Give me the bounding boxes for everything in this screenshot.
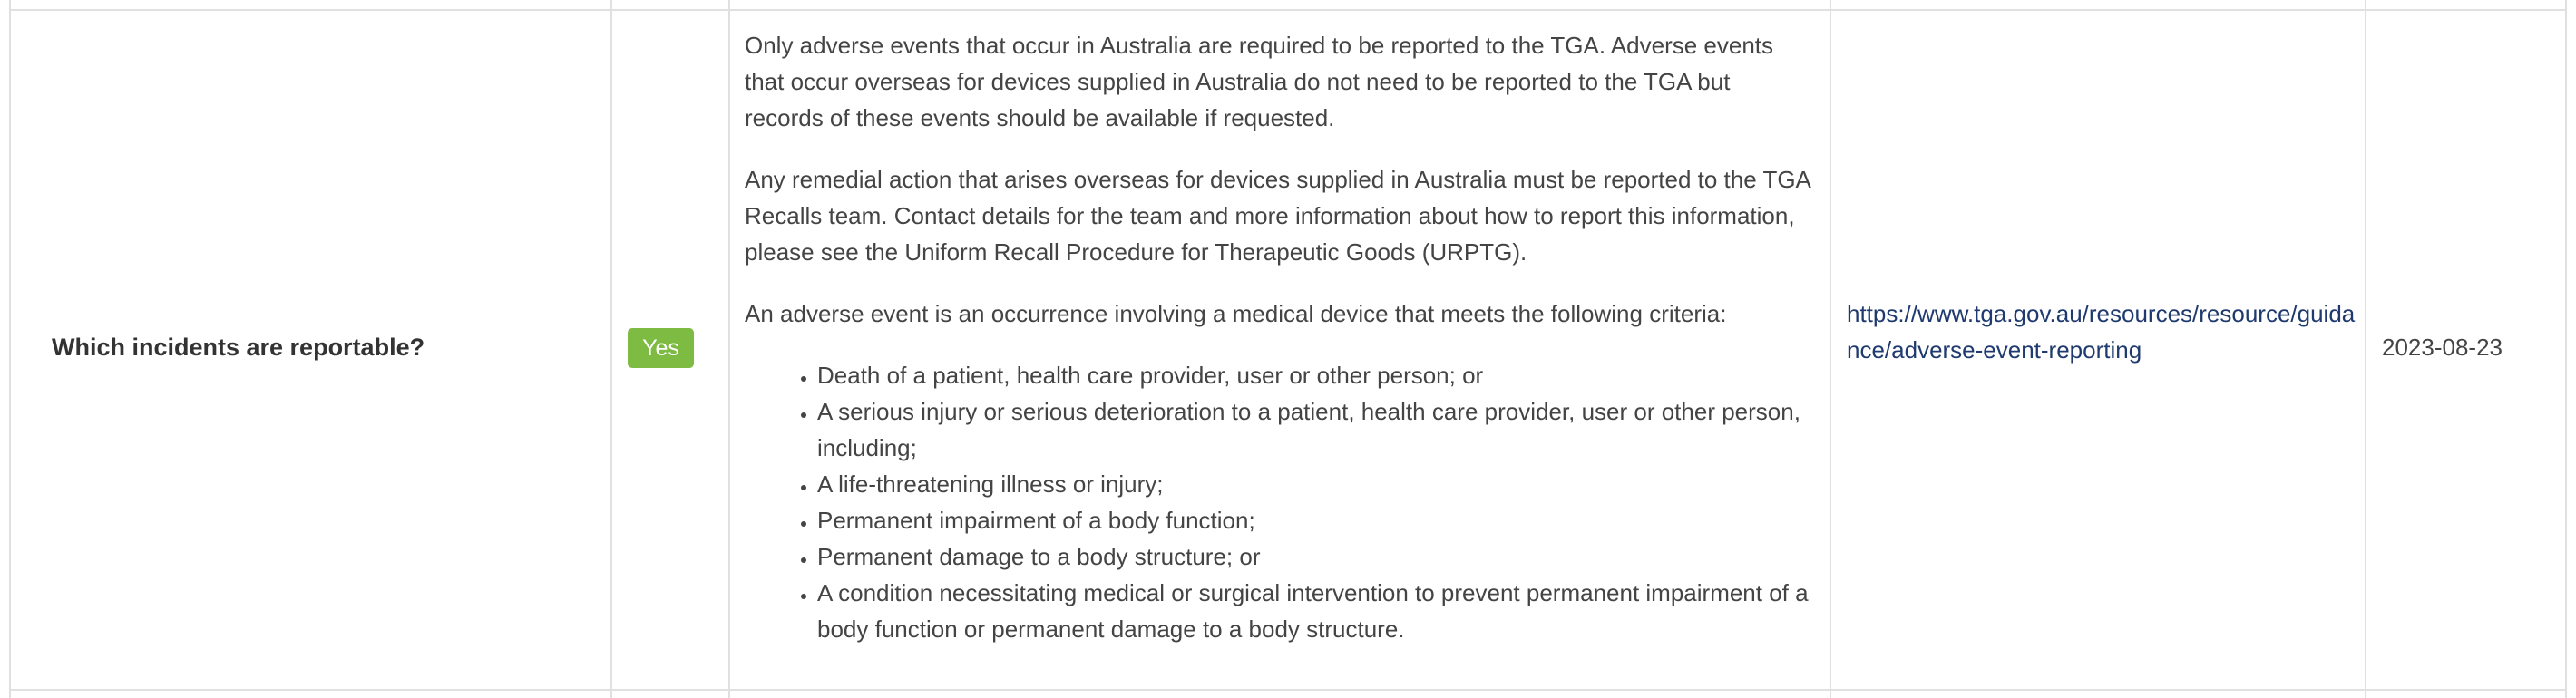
source-link[interactable]: https://www.tga.gov.au/resources/resource/guidance/adverse-event-reporting [1847, 300, 2356, 364]
column-divider [2365, 0, 2366, 698]
column-divider [1830, 0, 1831, 698]
list-item: • Permanent damage to a body structure; or [817, 538, 1815, 575]
column-divider [610, 0, 612, 698]
column-divider [728, 0, 730, 698]
date-value: 2023-08-23 [2382, 334, 2503, 361]
list-item: • Permanent impairment of a body function; [817, 502, 1815, 538]
row-divider [9, 9, 2567, 11]
details-paragraph: Only adverse events that occur in Australia are required to be reported to the TGA. Adverse events that occur overseas for devices supplied in Australia do not need to be reported to the TGA but records of these events should be available if requested. [745, 32, 1774, 131]
details-paragraph: An adverse event is an occurrence involving a medical device that meets the following criteria: [745, 300, 1727, 327]
list-item: • Death of a patient, health care provider, user or other person; or [817, 357, 1815, 393]
criteria-list [745, 357, 1815, 647]
column-divider [9, 0, 11, 698]
details-cell [745, 27, 1815, 647]
column-divider [2565, 0, 2567, 698]
row-divider [9, 689, 2567, 691]
details-paragraph: Any remedial action that arises overseas for devices supplied in Australia must be reported to the TGA Recalls team. Contact details for the team and more information about how to report this information, please see the Uniform Recall Procedure for Therapeutic Goods (URPTG). [745, 166, 1810, 266]
status-badge: Yes [628, 328, 694, 368]
question-label: Which incidents are reportable? [52, 334, 425, 361]
list-item: • A life-threatening illness or injury; [817, 466, 1815, 502]
list-item: • A serious injury or serious deterioration to a patient, health care provider, user or other person, including; [817, 393, 1815, 466]
list-item: • A condition necessitating medical or surgical intervention to prevent permanent impairment of a body function or permanent damage to a body structure. [817, 575, 1815, 647]
